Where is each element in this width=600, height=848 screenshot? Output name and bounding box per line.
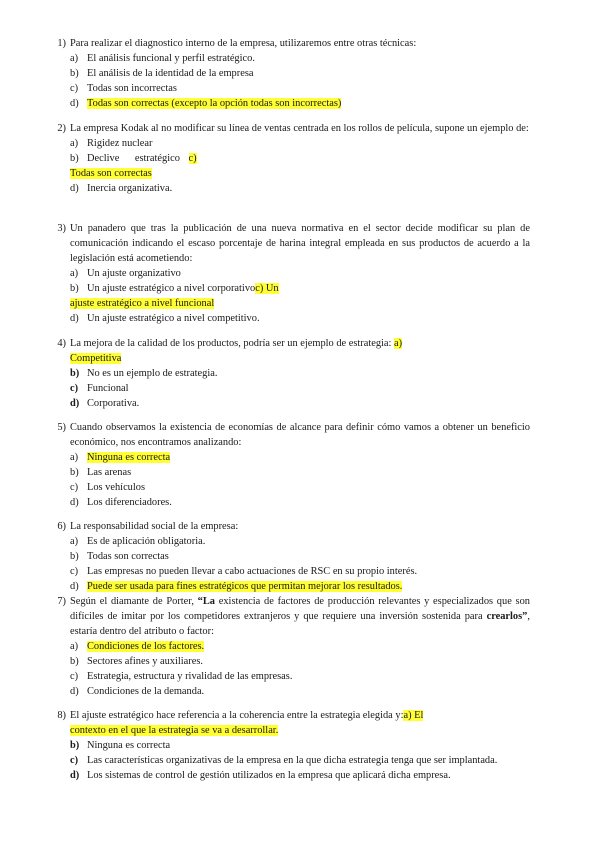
option-c-highlighted: ajuste estratégico a nivel funcional bbox=[70, 298, 215, 309]
question-number: 7) bbox=[57, 596, 66, 607]
question-5 bbox=[50, 420, 530, 510]
option-d: d) Condiciones de la demanda. bbox=[70, 686, 205, 697]
question-number: 4) bbox=[57, 338, 66, 349]
option-d: d) Los sistemas de control de gestión utilizados en la empresa que aplicará dicha empresa. bbox=[70, 770, 451, 781]
option-a-highlighted: a) Condiciones de los factores. bbox=[70, 641, 205, 652]
option-a-highlighted: Competitiva bbox=[70, 353, 122, 364]
question-number: 6) bbox=[57, 521, 66, 532]
option-b: b) Un ajuste estratégico a nivel corporativoc) Un bbox=[70, 283, 279, 294]
question-stem: La empresa Kodak al no modificar su línea de ventas centrada en los rollos de película, supone un ejemplo de: bbox=[70, 123, 529, 134]
question-stem: Un panadero que tras la publicación de una nueva normativa en el sector decide modificar su plan de comunicación indicando el escaso porcentaje de harina integral empleada en sus productos de acuerdo a la legislación está acometiendo: bbox=[70, 223, 530, 264]
question-7 bbox=[50, 594, 530, 699]
option-c: c) Funcional bbox=[70, 383, 129, 394]
option-c: c) Los vehículos bbox=[70, 482, 146, 493]
question-stem: Según el diamante de Porter, “La existencia de factores de producción relevantes y especializados que son difíciles de imitar por los competidores extranjeros y que requiere una inversión sostenida para crearlos”, estaría dentro del atributo o factor: bbox=[70, 596, 530, 637]
option-d-highlighted: d) Todas son correctas (excepto la opción todas son incorrectas) bbox=[70, 98, 342, 109]
option-d: d) Los diferenciadores. bbox=[70, 497, 172, 508]
question-number: 3) bbox=[57, 223, 66, 234]
option-a: a) Es de aplicación obligatoria. bbox=[70, 536, 206, 547]
option-a: a) Un ajuste organizativo bbox=[70, 268, 181, 279]
option-a-highlighted: a) Ninguna es correcta bbox=[70, 452, 171, 463]
option-d: d) Un ajuste estratégico a nivel competitivo. bbox=[70, 313, 260, 324]
option-d: d) Corporativa. bbox=[70, 398, 140, 409]
question-stem: Cuando observamos la existencia de economías de alcance para definir cómo vamos a obtener un beneficio económico, nos encontramos analizando: bbox=[70, 422, 530, 448]
option-c-highlighted: Todas son correctas bbox=[70, 168, 152, 179]
question-4: 4) La mejora de la calidad de los productos, podría ser un ejemplo de estrategia: a) Competitiva b) No es un ejemplo de estrategia. c) Funcional d) Corporativa. bbox=[50, 336, 530, 411]
option-c: c) Todas son incorrectas bbox=[70, 83, 177, 94]
option-a: a) Rigidez nuclear bbox=[70, 138, 153, 149]
question-stem: La mejora de la calidad de los productos, podría ser un ejemplo de estrategia: bbox=[70, 338, 392, 349]
option-c: c) Las características organizativas de la empresa en la que dicha estrategia tenga que ser implantada. bbox=[70, 755, 498, 766]
question-2 bbox=[50, 121, 530, 196]
option-b: b) Ninguna es correcta bbox=[70, 740, 171, 751]
option-b: b) Todas son correctas bbox=[70, 551, 169, 562]
option-a-highlighted: contexto en el que la estrategia se va a desarrollar. bbox=[70, 725, 279, 736]
question-number: 1) bbox=[57, 38, 66, 49]
question-1 bbox=[50, 36, 530, 111]
question-number: 2) bbox=[57, 123, 66, 134]
question-number: 8) bbox=[57, 710, 66, 721]
question-stem: La responsabilidad social de la empresa: bbox=[70, 521, 239, 532]
option-c: c) Las empresas no pueden llevar a cabo actuaciones de RSC en su propio interés. bbox=[70, 566, 418, 577]
question-number: 5) bbox=[57, 422, 66, 433]
option-b: b) Las arenas bbox=[70, 467, 132, 478]
question-stem: El ajuste estratégico hace referencia a la coherencia entre la estrategia elegida y: bbox=[70, 710, 404, 721]
option-d: d) Inercia organizativa. bbox=[70, 183, 173, 194]
option-b: b) Sectores afines y auxiliares. bbox=[70, 656, 203, 667]
option-a: a) El análisis funcional y perfil estratégico. bbox=[70, 53, 255, 64]
option-b: b) El análisis de la identidad de la empresa bbox=[70, 68, 254, 79]
option-b: b) No es un ejemplo de estrategia. bbox=[70, 368, 218, 379]
question-3 bbox=[50, 221, 530, 326]
option-d-highlighted: d) Puede ser usada para fines estratégicos que permitan mejorar los resultados. bbox=[70, 581, 403, 592]
question-stem: Para realizar el diagnostico interno de la empresa, utilizaremos entre otras técnicas: bbox=[70, 38, 417, 49]
question-6 bbox=[50, 519, 530, 594]
question-8: 8) El ajuste estratégico hace referencia a la coherencia entre la estrategia elegida y:a) El contexto en el que la estrategia se va a desarrollar. b) Ninguna es correcta c) Las características organizativas de la empresa en la que dicha estrategia tenga que ser implantada. d) Los sistemas de control de gestión utilizados en la empresa que aplicará dicha empresa. bbox=[50, 708, 530, 783]
option-b: b) Declive estratégico c) bbox=[70, 153, 197, 164]
option-c: c) Estrategia, estructura y rivalidad de las empresas. bbox=[70, 671, 293, 682]
